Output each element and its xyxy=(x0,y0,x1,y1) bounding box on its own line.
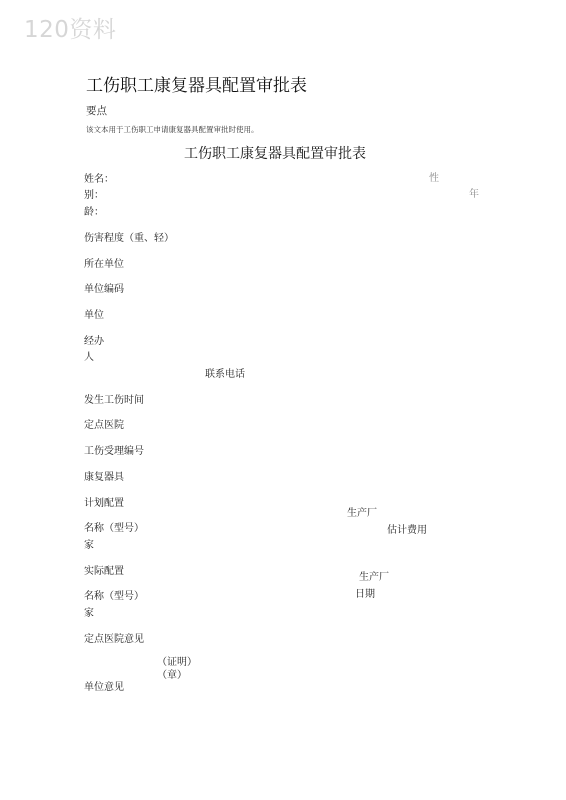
field-manufacturer-label-1b: 家 xyxy=(84,540,94,551)
description-text: 该文本用于工伤职工申请康复器具配置审批时使用。 xyxy=(86,125,259,134)
field-injury-degree-label: 伤害程度（重、轻） xyxy=(84,233,174,244)
field-contact-phone-label: 联系电话 xyxy=(205,369,245,380)
field-name-label: 姓名： xyxy=(84,174,114,185)
field-work-unit-label: 所在单位 xyxy=(84,259,124,270)
field-gender-label-part2: 别： xyxy=(84,190,104,201)
field-rehab-device-label: 康复器具 xyxy=(84,472,124,483)
field-gender-label-part1: 性 xyxy=(429,173,439,184)
field-manufacturer-label-2a: 生产厂 xyxy=(359,572,389,583)
field-actual-config-label: 实际配置 xyxy=(84,566,124,577)
field-injury-time-label: 发生工伤时间 xyxy=(84,395,144,406)
field-model-label-2: 名称（型号） xyxy=(84,591,144,602)
field-case-number-label: 工伤受理编号 xyxy=(84,446,144,457)
field-date-label: 日期 xyxy=(355,589,375,600)
form-title: 工伤职工康复器具配置审批表 xyxy=(184,146,366,162)
field-estimated-cost-label: 估计费用 xyxy=(387,525,427,536)
section-heading: 要点 xyxy=(86,105,107,117)
field-designated-hospital-label: 定点医院 xyxy=(84,420,124,431)
field-unit-opinion-label: 单位意见 xyxy=(84,682,124,693)
field-unit-label: 单位 xyxy=(84,310,104,321)
field-manufacturer-label-2b: 家 xyxy=(84,608,94,619)
field-unit-code-label: 单位编码 xyxy=(84,284,124,295)
field-age-label-part2: 龄： xyxy=(84,207,104,218)
field-handler-label-part1: 经办 xyxy=(84,336,104,347)
field-model-label-1: 名称（型号） xyxy=(84,523,144,534)
field-planned-config-label: 计划配置 xyxy=(84,498,124,509)
field-stamp-label: （章） xyxy=(157,670,187,681)
field-certify-label: （证明） xyxy=(157,657,197,668)
field-manufacturer-label-1a: 生产厂 xyxy=(347,508,377,519)
field-age-label-part1: 年 xyxy=(469,189,479,200)
watermark-logo: 120资料 xyxy=(24,17,117,43)
document-title: 工伤职工康复器具配置审批表 xyxy=(86,76,307,96)
field-handler-label-part2: 人 xyxy=(84,352,94,363)
field-hospital-opinion-label: 定点医院意见 xyxy=(84,634,144,645)
